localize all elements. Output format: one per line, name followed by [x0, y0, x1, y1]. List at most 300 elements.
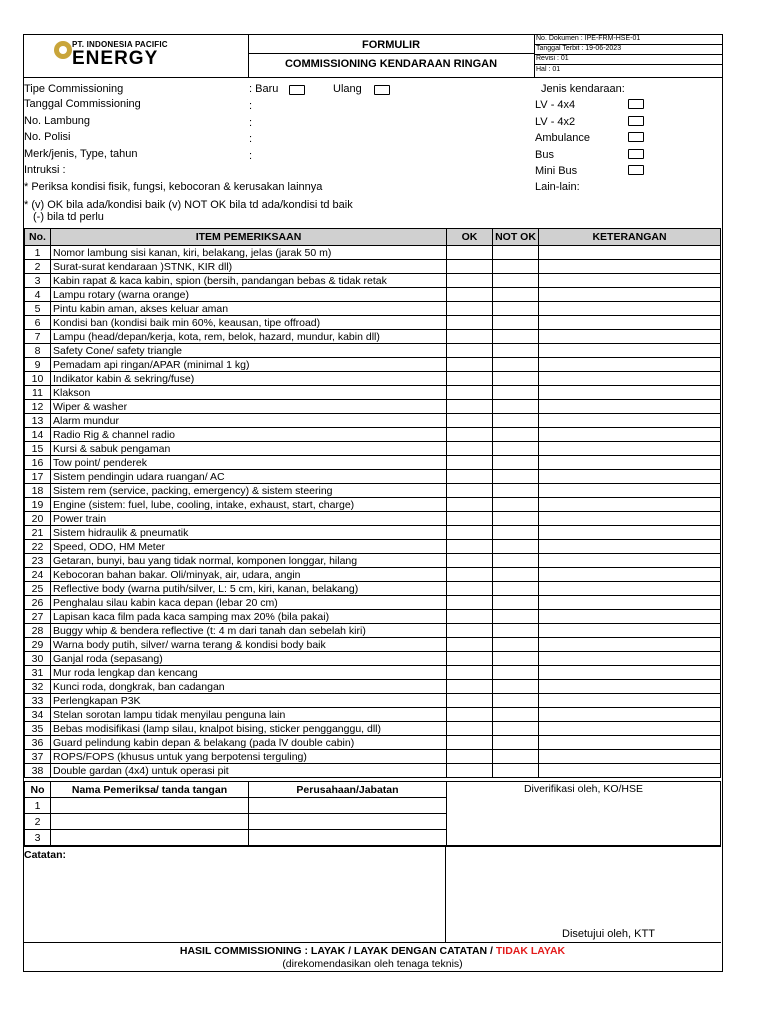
- company-logo-icon: [54, 41, 72, 59]
- row-not-ok-cell[interactable]: [493, 680, 539, 694]
- jenis-ambulance: Ambulance: [535, 132, 591, 144]
- row-keterangan-cell[interactable]: [539, 610, 721, 624]
- row-item: Mur roda lengkap dan kencang: [51, 666, 447, 680]
- row-not-ok-cell[interactable]: [493, 708, 539, 722]
- table-row: [25, 540, 721, 554]
- table-row: [25, 372, 721, 386]
- row-ok-cell[interactable]: [447, 680, 493, 694]
- row-not-ok-cell[interactable]: [493, 330, 539, 344]
- row-not-ok-cell[interactable]: [493, 764, 539, 778]
- jenis-lv4x4: LV - 4x4: [535, 99, 576, 111]
- table-row: [25, 708, 721, 722]
- table-row: [25, 638, 721, 652]
- row-keterangan-cell[interactable]: [539, 344, 721, 358]
- jenis-minibus: Mini Bus: [535, 165, 578, 177]
- instruksi-1: * Periksa kondisi fisik, fungsi, kebocoran & kerusakan lainnya: [24, 181, 323, 193]
- row-number: 2: [25, 260, 51, 274]
- row-keterangan-cell[interactable]: [539, 288, 721, 302]
- row-item: Alarm mundur: [51, 414, 447, 428]
- row-number: 28: [25, 624, 51, 638]
- row-not-ok-cell[interactable]: [493, 526, 539, 540]
- row-item: Wiper & washer: [51, 400, 447, 414]
- row-keterangan-cell[interactable]: [539, 694, 721, 708]
- row-number: 15: [25, 442, 51, 456]
- row-item: Lapisan kaca film pada kaca samping max 20% (bila pakai): [51, 610, 447, 624]
- result-section: [24, 942, 721, 973]
- row-item: Kursi & sabuk pengaman: [51, 442, 447, 456]
- table-row: [25, 596, 721, 610]
- doc-page: Hal : 01: [536, 66, 561, 73]
- table-row: [25, 694, 721, 708]
- row-ok-cell[interactable]: [447, 344, 493, 358]
- doc-divider: [534, 64, 722, 65]
- row-not-ok-cell[interactable]: [493, 582, 539, 596]
- tipe-baru-label: : Baru: [249, 83, 279, 95]
- row-item: Lampu rotary (warna orange): [51, 288, 447, 302]
- row-number: 20: [25, 512, 51, 526]
- row-item: Sistem pendingin udara ruangan/ AC: [51, 470, 447, 484]
- row-ok-cell[interactable]: [447, 414, 493, 428]
- row-item: Indikator kabin & sekring/fuse): [51, 372, 447, 386]
- table-row: [25, 484, 721, 498]
- row-keterangan-cell[interactable]: [539, 652, 721, 666]
- row-item: Stelan sorotan lampu tidak menyilau penguna lain: [51, 708, 447, 722]
- row-keterangan-cell[interactable]: [539, 764, 721, 778]
- row-not-ok-cell[interactable]: [493, 414, 539, 428]
- row-number: 24: [25, 568, 51, 582]
- row-not-ok-cell[interactable]: [493, 442, 539, 456]
- row-number: 7: [25, 330, 51, 344]
- row-number: 13: [25, 414, 51, 428]
- sig-col-perusahaan: Perusahaan/Jabatan: [249, 782, 447, 798]
- row-keterangan-cell[interactable]: [539, 456, 721, 470]
- row-ok-cell[interactable]: [447, 456, 493, 470]
- tipe-ulang-label: Ulang: [333, 83, 362, 95]
- ambulance-checkbox[interactable]: [628, 132, 644, 142]
- row-ok-cell[interactable]: [447, 750, 493, 764]
- lambung-colon: :: [249, 117, 253, 129]
- row-item: Power train: [51, 512, 447, 526]
- row-keterangan-cell[interactable]: [539, 736, 721, 750]
- row-not-ok-cell[interactable]: [493, 358, 539, 372]
- sig-row-no: 2: [25, 814, 51, 830]
- row-not-ok-cell[interactable]: [493, 736, 539, 750]
- row-not-ok-cell[interactable]: [493, 750, 539, 764]
- row-ok-cell[interactable]: [447, 666, 493, 680]
- sig-nama-cell[interactable]: [51, 798, 249, 814]
- row-ok-cell[interactable]: [447, 274, 493, 288]
- table-row: [25, 330, 721, 344]
- row-number: 10: [25, 372, 51, 386]
- row-not-ok-cell[interactable]: [493, 316, 539, 330]
- row-not-ok-cell[interactable]: [493, 722, 539, 736]
- row-keterangan-cell[interactable]: [539, 512, 721, 526]
- table-row: [25, 302, 721, 316]
- row-item: Pintu kabin aman, akses keluar aman: [51, 302, 447, 316]
- row-number: 14: [25, 428, 51, 442]
- result-line: [24, 945, 721, 957]
- row-keterangan-cell[interactable]: [539, 750, 721, 764]
- instruksi-label: Intruksi :: [24, 164, 66, 176]
- table-row: [25, 666, 721, 680]
- row-ok-cell[interactable]: [447, 246, 493, 260]
- lambung-label: No. Lambung: [24, 115, 91, 127]
- row-keterangan-cell[interactable]: [539, 596, 721, 610]
- row-item: Lampu (head/depan/kerja, kota, rem, belok, hazard, mundur, kabin dll): [51, 330, 447, 344]
- row-item: ROPS/FOPS (khusus untuk yang berpotensi terguling): [51, 750, 447, 764]
- row-item: Pemadam api ringan/APAR (minimal 1 kg): [51, 358, 447, 372]
- lv4x4-checkbox[interactable]: [628, 99, 644, 109]
- row-not-ok-cell[interactable]: [493, 288, 539, 302]
- lv4x2-checkbox[interactable]: [628, 116, 644, 126]
- row-number: 19: [25, 498, 51, 512]
- row-item: Double gardan (4x4) untuk operasi pit: [51, 764, 447, 778]
- row-not-ok-cell[interactable]: [493, 456, 539, 470]
- row-number: 5: [25, 302, 51, 316]
- row-not-ok-cell[interactable]: [493, 246, 539, 260]
- jenis-label: Jenis kendaraan:: [541, 83, 625, 95]
- tanggal-label: Tanggal Commissioning: [24, 98, 141, 110]
- table-row: [25, 456, 721, 470]
- row-number: 33: [25, 694, 51, 708]
- sig-col-verifikasi: Diverifikasi oleh, KO/HSE: [447, 782, 721, 846]
- logo-company-name: PT. INDONESIA PACIFIC: [72, 40, 168, 49]
- row-item: Kabin rapat & kaca kabin, spion (bersih, pandangan bebas & tidak retak: [51, 274, 447, 288]
- sig-nama-cell[interactable]: [51, 830, 249, 846]
- merk-label: Merk/jenis, Type, tahun: [24, 148, 138, 160]
- row-number: 3: [25, 274, 51, 288]
- sig-perusahaan-cell[interactable]: [249, 830, 447, 846]
- row-keterangan-cell[interactable]: [539, 414, 721, 428]
- row-keterangan-cell[interactable]: [539, 554, 721, 568]
- merk-colon: :: [249, 150, 253, 162]
- col-no: No.: [25, 229, 51, 246]
- row-ok-cell[interactable]: [447, 512, 493, 526]
- row-item: Perlengkapan P3K: [51, 694, 447, 708]
- polisi-colon: :: [249, 133, 253, 145]
- row-keterangan-cell[interactable]: [539, 638, 721, 652]
- row-ok-cell[interactable]: [447, 358, 493, 372]
- table-row: [25, 512, 721, 526]
- row-ok-cell[interactable]: [447, 428, 493, 442]
- form-type: FORMULIR: [361, 39, 421, 51]
- row-number: 8: [25, 344, 51, 358]
- table-row: [25, 764, 721, 778]
- ulang-checkbox[interactable]: [374, 85, 390, 95]
- col-keterangan: KETERANGAN: [539, 229, 721, 246]
- row-ok-cell[interactable]: [447, 568, 493, 582]
- row-item: Klakson: [51, 386, 447, 400]
- row-number: 9: [25, 358, 51, 372]
- row-keterangan-cell[interactable]: [539, 484, 721, 498]
- row-ok-cell[interactable]: [447, 582, 493, 596]
- row-item: Kebocoran bahan bakar. Oli/minyak, air, udara, angin: [51, 568, 447, 582]
- row-number: 35: [25, 722, 51, 736]
- doc-number: No. Dokumen : IPE-FRM-HSE-01: [536, 35, 641, 42]
- sig-col-nama: Nama Pemeriksa/ tanda tangan: [51, 782, 249, 798]
- row-not-ok-cell[interactable]: [493, 694, 539, 708]
- row-ok-cell[interactable]: [447, 484, 493, 498]
- col-not-ok: NOT OK: [493, 229, 539, 246]
- table-row: [25, 428, 721, 442]
- row-number: 36: [25, 736, 51, 750]
- jenis-lain: Lain-lain:: [535, 181, 580, 193]
- notes-box[interactable]: [24, 847, 446, 943]
- row-ok-cell[interactable]: [447, 652, 493, 666]
- row-not-ok-cell[interactable]: [493, 484, 539, 498]
- table-row: [25, 316, 721, 330]
- logo-cell: [24, 35, 249, 77]
- row-keterangan-cell[interactable]: [539, 470, 721, 484]
- row-number: 21: [25, 526, 51, 540]
- sig-perusahaan-cell[interactable]: [249, 798, 447, 814]
- row-ok-cell[interactable]: [447, 638, 493, 652]
- row-ok-cell[interactable]: [447, 694, 493, 708]
- row-item: Warna body putih, silver/ warna terang & kondisi body baik: [51, 638, 447, 652]
- commissioning-form: [23, 34, 723, 972]
- row-keterangan-cell[interactable]: [539, 498, 721, 512]
- row-number: 1: [25, 246, 51, 260]
- row-ok-cell[interactable]: [447, 442, 493, 456]
- row-keterangan-cell[interactable]: [539, 680, 721, 694]
- row-keterangan-cell[interactable]: [539, 568, 721, 582]
- table-row: [25, 344, 721, 358]
- row-not-ok-cell[interactable]: [493, 470, 539, 484]
- row-item: Penghalau silau kabin kaca depan (lebar 20 cm): [51, 596, 447, 610]
- table-row: [25, 750, 721, 764]
- row-number: 31: [25, 666, 51, 680]
- form-header: [24, 35, 722, 78]
- row-number: 32: [25, 680, 51, 694]
- row-ok-cell[interactable]: [447, 386, 493, 400]
- table-row: [25, 470, 721, 484]
- row-item: Reflective body (warna putih/silver, L: 5 cm, kiri, kanan, belakang): [51, 582, 447, 596]
- row-number: 37: [25, 750, 51, 764]
- instruksi-2: * (v) OK bila ada/kondisi baik (v) NOT OK bila td ada/kondisi td baik: [24, 199, 353, 211]
- row-ok-cell[interactable]: [447, 372, 493, 386]
- row-keterangan-cell[interactable]: [539, 302, 721, 316]
- row-keterangan-cell[interactable]: [539, 666, 721, 680]
- table-row: [25, 498, 721, 512]
- result-prefix: HASIL COMMISSIONING : LAYAK / LAYAK DENGAN CATATAN /: [179, 945, 493, 957]
- row-ok-cell[interactable]: [447, 610, 493, 624]
- sig-nama-cell[interactable]: [51, 814, 249, 830]
- row-keterangan-cell[interactable]: [539, 582, 721, 596]
- row-not-ok-cell[interactable]: [493, 554, 539, 568]
- table-row: [25, 400, 721, 414]
- table-row: [25, 652, 721, 666]
- row-not-ok-cell[interactable]: [493, 512, 539, 526]
- row-ok-cell[interactable]: [447, 554, 493, 568]
- table-row: [25, 610, 721, 624]
- row-not-ok-cell[interactable]: [493, 302, 539, 316]
- row-ok-cell[interactable]: [447, 596, 493, 610]
- row-keterangan-cell[interactable]: [539, 386, 721, 400]
- sig-row-no: 3: [25, 830, 51, 846]
- row-ok-cell[interactable]: [447, 400, 493, 414]
- jenis-lv4x2: LV - 4x2: [535, 116, 576, 128]
- instruksi-3: (-) bila td perlu: [33, 211, 104, 223]
- row-not-ok-cell[interactable]: [493, 344, 539, 358]
- doc-revision: Revisi : 01: [536, 55, 569, 62]
- row-keterangan-cell[interactable]: [539, 316, 721, 330]
- inspection-table: [24, 228, 721, 778]
- row-not-ok-cell[interactable]: [493, 610, 539, 624]
- title-cell: [248, 35, 535, 77]
- row-item: Kondisi ban (kondisi baik min 60%, keausan, tipe offroad): [51, 316, 447, 330]
- row-keterangan-cell[interactable]: [539, 274, 721, 288]
- row-item: Bebas modisifikasi (lamp silau, knalpot bising, sticker pengganggu, dll): [51, 722, 447, 736]
- row-number: 12: [25, 400, 51, 414]
- row-item: Buggy whip & bendera reflective (t: 4 m dari tanah dan sebelah kiri): [51, 624, 447, 638]
- table-row: [25, 358, 721, 372]
- sig-col-no: No: [25, 782, 51, 798]
- row-keterangan-cell[interactable]: [539, 372, 721, 386]
- row-keterangan-cell[interactable]: [539, 400, 721, 414]
- row-ok-cell[interactable]: [447, 722, 493, 736]
- row-number: 26: [25, 596, 51, 610]
- table-row: [25, 526, 721, 540]
- row-not-ok-cell[interactable]: [493, 428, 539, 442]
- notes-label: Catatan:: [24, 849, 67, 861]
- row-ok-cell[interactable]: [447, 736, 493, 750]
- table-row: [25, 274, 721, 288]
- row-not-ok-cell[interactable]: [493, 652, 539, 666]
- row-keterangan-cell[interactable]: [539, 722, 721, 736]
- row-item: Speed, ODO, HM Meter: [51, 540, 447, 554]
- row-not-ok-cell[interactable]: [493, 274, 539, 288]
- table-row: [25, 624, 721, 638]
- row-keterangan-cell[interactable]: [539, 624, 721, 638]
- table-row: [25, 680, 721, 694]
- row-ok-cell[interactable]: [447, 708, 493, 722]
- sig-row-no: 1: [25, 798, 51, 814]
- doc-issue-date: Tanggal Terbit : 19-06-2023: [536, 45, 622, 52]
- row-not-ok-cell[interactable]: [493, 666, 539, 680]
- row-ok-cell[interactable]: [447, 764, 493, 778]
- table-row: [25, 386, 721, 400]
- row-not-ok-cell[interactable]: [493, 400, 539, 414]
- table-row: [25, 414, 721, 428]
- polisi-label: No. Polisi: [24, 131, 71, 143]
- row-item: Sistem rem (service, packing, emergency) & sistem steering: [51, 484, 447, 498]
- row-keterangan-cell[interactable]: [539, 246, 721, 260]
- row-number: 25: [25, 582, 51, 596]
- bus-checkbox[interactable]: [628, 149, 644, 159]
- row-not-ok-cell[interactable]: [493, 372, 539, 386]
- table-row: [25, 722, 721, 736]
- row-keterangan-cell[interactable]: [539, 540, 721, 554]
- row-ok-cell[interactable]: [447, 498, 493, 512]
- approved-by: Disetujui oleh, KTT: [562, 928, 655, 940]
- row-item: Safety Cone/ safety triangle: [51, 344, 447, 358]
- row-not-ok-cell[interactable]: [493, 568, 539, 582]
- row-number: 22: [25, 540, 51, 554]
- table-row: [25, 568, 721, 582]
- minibus-checkbox[interactable]: [628, 165, 644, 175]
- row-not-ok-cell[interactable]: [493, 624, 539, 638]
- row-keterangan-cell[interactable]: [539, 358, 721, 372]
- row-item: Surat-surat kendaraan )STNK, KIR dll): [51, 260, 447, 274]
- logo-energy: ENERGY: [72, 48, 159, 69]
- result-tidak-layak: TIDAK LAYAK: [495, 945, 566, 957]
- jenis-bus: Bus: [535, 149, 554, 161]
- row-ok-cell[interactable]: [447, 526, 493, 540]
- row-ok-cell[interactable]: [447, 302, 493, 316]
- doc-info-cell: [534, 35, 722, 77]
- row-number: 27: [25, 610, 51, 624]
- row-number: 17: [25, 470, 51, 484]
- row-not-ok-cell[interactable]: [493, 540, 539, 554]
- row-number: 18: [25, 484, 51, 498]
- tipe-label: Tipe Commissioning: [24, 83, 124, 95]
- title-divider: [248, 53, 534, 54]
- row-item: Sistem hidraulik & pneumatik: [51, 526, 447, 540]
- row-item: Guard pelindung kabin depan & belakang (pada lV double cabin): [51, 736, 447, 750]
- row-keterangan-cell[interactable]: [539, 708, 721, 722]
- row-not-ok-cell[interactable]: [493, 596, 539, 610]
- signature-header-row: [25, 782, 721, 798]
- row-number: 11: [25, 386, 51, 400]
- table-row: [25, 554, 721, 568]
- form-title: COMMISSIONING KENDARAAN RINGAN: [284, 58, 498, 70]
- row-not-ok-cell[interactable]: [493, 386, 539, 400]
- row-item: Engine (sistem: fuel, lube, cooling, intake, exhaust, start, charge): [51, 498, 447, 512]
- row-not-ok-cell[interactable]: [493, 498, 539, 512]
- row-item: Ganjal roda (sepasang): [51, 652, 447, 666]
- row-item: Getaran, bunyi, bau yang tidak normal, komponen longgar, hilang: [51, 554, 447, 568]
- row-not-ok-cell[interactable]: [493, 260, 539, 274]
- table-row: [25, 260, 721, 274]
- row-keterangan-cell[interactable]: [539, 442, 721, 456]
- inspection-items: [25, 246, 721, 778]
- baru-checkbox[interactable]: [289, 85, 305, 95]
- row-keterangan-cell[interactable]: [539, 526, 721, 540]
- sig-perusahaan-cell[interactable]: [249, 814, 447, 830]
- row-keterangan-cell[interactable]: [539, 260, 721, 274]
- row-ok-cell[interactable]: [447, 316, 493, 330]
- row-number: 34: [25, 708, 51, 722]
- row-ok-cell[interactable]: [447, 540, 493, 554]
- col-ok: OK: [447, 229, 493, 246]
- result-sub: (direkomendasikan oleh tenaga teknis): [282, 958, 463, 970]
- row-number: 16: [25, 456, 51, 470]
- table-row: [25, 582, 721, 596]
- row-not-ok-cell[interactable]: [493, 638, 539, 652]
- row-ok-cell[interactable]: [447, 288, 493, 302]
- row-number: 23: [25, 554, 51, 568]
- col-item: ITEM PEMERIKSAAN: [51, 229, 447, 246]
- row-number: 6: [25, 316, 51, 330]
- row-ok-cell[interactable]: [447, 470, 493, 484]
- tanggal-colon: :: [249, 100, 253, 112]
- row-number: 29: [25, 638, 51, 652]
- row-item: Nomor lambung sisi kanan, kiri, belakang, jelas (jarak 50 m): [51, 246, 447, 260]
- row-item: Radio Rig & channel radio: [51, 428, 447, 442]
- row-ok-cell[interactable]: [447, 330, 493, 344]
- table-row: [25, 442, 721, 456]
- row-number: 30: [25, 652, 51, 666]
- row-number: 4: [25, 288, 51, 302]
- row-ok-cell[interactable]: [447, 624, 493, 638]
- table-row: [25, 736, 721, 750]
- row-number: 38: [25, 764, 51, 778]
- table-header-row: [25, 229, 721, 246]
- row-keterangan-cell[interactable]: [539, 428, 721, 442]
- row-keterangan-cell[interactable]: [539, 330, 721, 344]
- row-item: Kunci roda, dongkrak, ban cadangan: [51, 680, 447, 694]
- row-ok-cell[interactable]: [447, 260, 493, 274]
